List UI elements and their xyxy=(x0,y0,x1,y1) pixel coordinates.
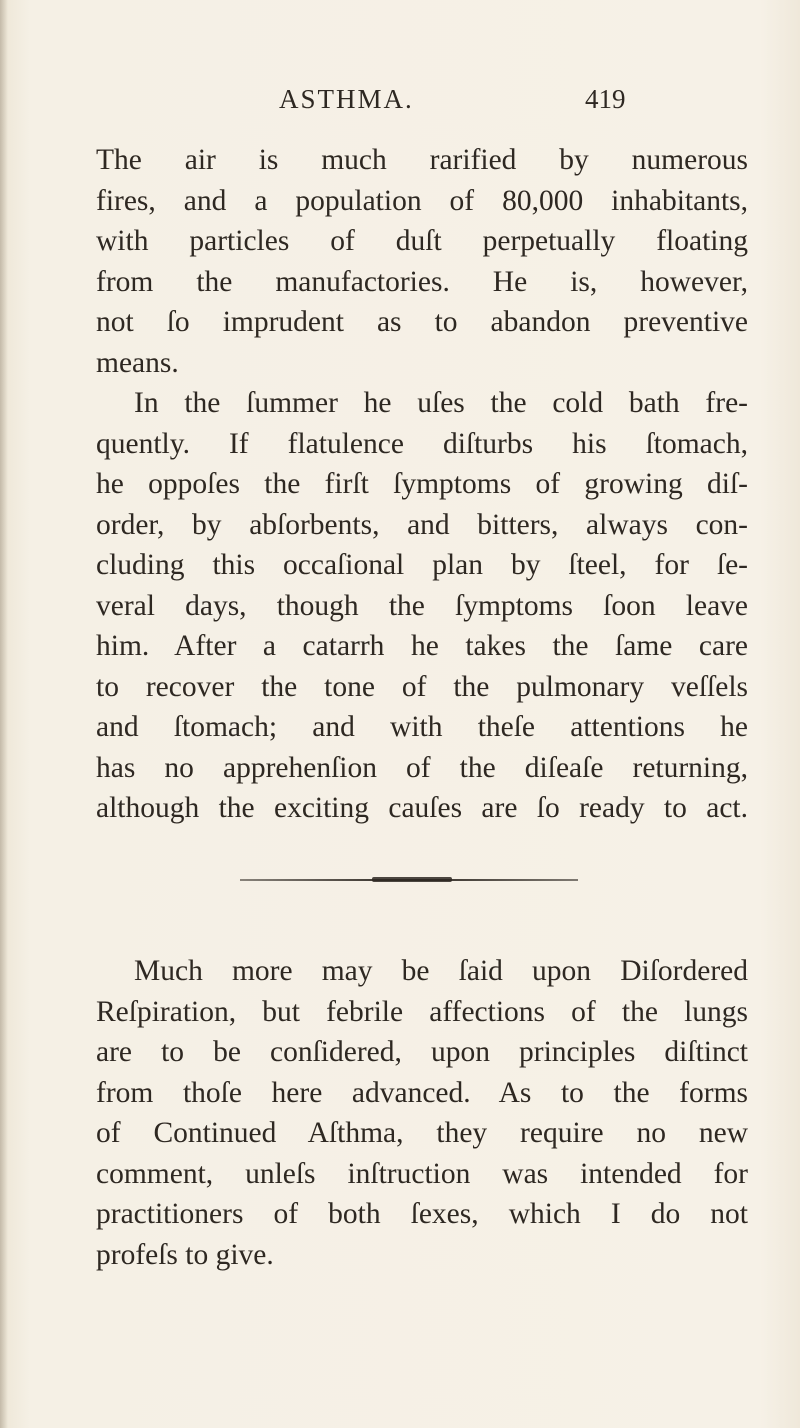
running-head-title: ASTHMA. xyxy=(279,84,414,114)
text-line: means. xyxy=(96,346,179,379)
text-line: comment, unleſs inſtruction was intended for xyxy=(96,1157,748,1190)
page-gutter-shadow xyxy=(0,0,8,1428)
text-line: profeſs to give. xyxy=(96,1238,274,1271)
text-line: from the manufactories. He is, however, xyxy=(96,265,748,298)
text-line: of Continued Aſthma, they require no new xyxy=(96,1117,748,1149)
text-line: The air is much rarified by numerous xyxy=(96,144,748,176)
text-line: he oppoſes the firſt ſymptoms of growing diſ- xyxy=(96,468,748,500)
text-line: not ſo imprudent as to abandon preventive xyxy=(96,306,748,338)
text-line: with particles of duſt perpetually floating xyxy=(96,225,748,257)
text-line: to recover the tone of the pulmonary veſſels xyxy=(96,670,748,703)
text-line: and ſtomach; and with theſe attentions he xyxy=(96,711,748,743)
text-line: Reſpiration, but febrile affections of the lungs xyxy=(96,995,748,1028)
page-number: 419 xyxy=(585,84,626,114)
text-line: him. After a catarrh he takes the ſame care xyxy=(96,630,748,662)
text-line: fires, and a population of 80,000 inhabitants, xyxy=(96,184,748,217)
text-line: veral days, though the ſymptoms ſoon leave xyxy=(96,589,748,622)
text-line: practitioners of both ſexes, which I do not xyxy=(96,1198,748,1230)
text-line: has no apprehenſion of the diſeaſe returning, xyxy=(96,751,748,784)
body-text-closing-section xyxy=(96,951,748,1275)
section-divider-rule-center xyxy=(372,877,452,882)
text-line: Much more may be ſaid upon Diſordered xyxy=(134,955,748,987)
running-head xyxy=(0,84,800,118)
text-line: are to be conſidered, upon principles diſtinct xyxy=(96,1036,748,1068)
text-line: from thoſe here advanced. As to the forms xyxy=(96,1076,748,1109)
text-line: order, by abſorbents, and bitters, always con- xyxy=(96,508,748,541)
body-text-first-section xyxy=(96,140,748,829)
text-line: quently. If flatulence diſturbs his ſtomach, xyxy=(96,427,748,460)
text-line: In the ſummer he uſes the cold bath fre- xyxy=(134,387,748,419)
text-line: although the exciting cauſes are ſo ready to act. xyxy=(96,792,748,824)
text-line: cluding this occaſional plan by ſteel, for ſe- xyxy=(96,549,748,581)
